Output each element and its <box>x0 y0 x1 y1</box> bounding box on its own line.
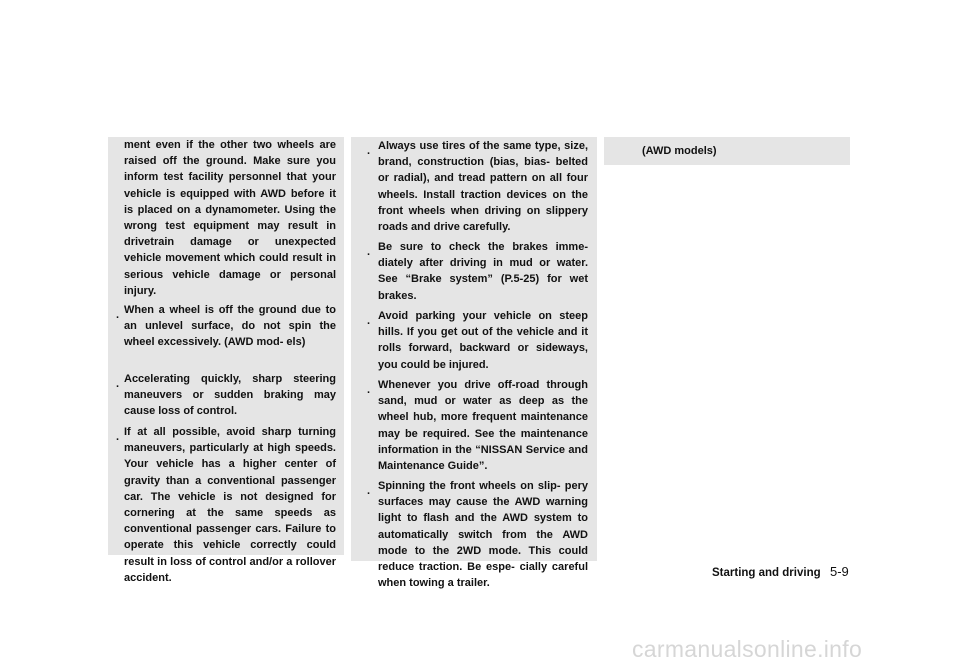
bullet-marker: . <box>367 315 371 327</box>
warning-column-1 <box>108 137 344 584</box>
warning-bullet-offroad: Whenever you drive off-road through sand, mud or water as deep as the wheel hub, more frequent maintenance may be required. See the maintenance information in the “NISSAN Service and Maintenance Guide”. <box>378 379 588 473</box>
watermark: carmanualsonline.info <box>632 636 863 662</box>
warning-bullet-1: When a wheel is off the ground due to an unlevel surface, do not spin the wheel excessively. (AWD mod- els) <box>124 304 336 349</box>
bullet-marker: . <box>367 246 371 258</box>
warning-column-2 <box>351 137 597 590</box>
warning-bullet-parking: Avoid parking your vehicle on steep hills. If you get out of the vehicle and it rolls forward, backward or sideways, you could be injured. <box>378 310 588 371</box>
bullet-marker: . <box>367 145 371 157</box>
warning-bullet-3: If at all possible, avoid sharp turning maneuvers, particularly at high speeds. Your vehicle has a higher center of gravity than a conventional passenger car. The vehicle is not designed for cornering at the same speeds as conventional passenger cars. Failure to operate this vehicle correctly could result in loss of control and/or a rollover accident. <box>124 426 336 584</box>
page-number: 5-9 <box>830 564 849 579</box>
bullet-marker: . <box>367 384 371 396</box>
warning-bullet-2: Accelerating quickly, sharp steering maneuvers or sudden braking may cause loss of control. <box>124 373 336 418</box>
warning-bullet-tires: Always use tires of the same type, size, brand, construction (bias, bias- belted or radial), and tread pattern on all four wheels. Install traction devices on the front wheels when driving on slippery roads and drive carefully. <box>378 140 588 234</box>
section-title: Starting and driving <box>712 567 821 579</box>
warning-bullet-awd-light: Spinning the front wheels on slip- pery surfaces may cause the AWD warning light to flash and the AWD system to automatically switch from the AWD mode to the 2WD mode. This could reduce traction. Be espe- cially careful when towing a trailer. <box>378 480 588 590</box>
warning-column-3 <box>604 137 850 165</box>
bullet-marker: . <box>367 485 371 497</box>
awd-models-label: (AWD models) <box>642 145 717 157</box>
bullet-marker: . <box>116 309 120 321</box>
warning-continuation-text: ment even if the other two wheels are raised off the ground. Make sure you inform test facility personnel that your vehicle is equipped with AWD before it is placed on a dynamometer. Using the wrong test equipment may result in drivetrain damage or unexpected vehicle movement which could result in serious vehicle damage or personal injury. <box>124 139 336 297</box>
warning-bullet-brakes: Be sure to check the brakes imme- diately after driving in mud or water. See “Brake system” (P.5-25) for wet brakes. <box>378 241 588 302</box>
bullet-marker: . <box>116 378 120 390</box>
bullet-marker: . <box>116 431 120 443</box>
